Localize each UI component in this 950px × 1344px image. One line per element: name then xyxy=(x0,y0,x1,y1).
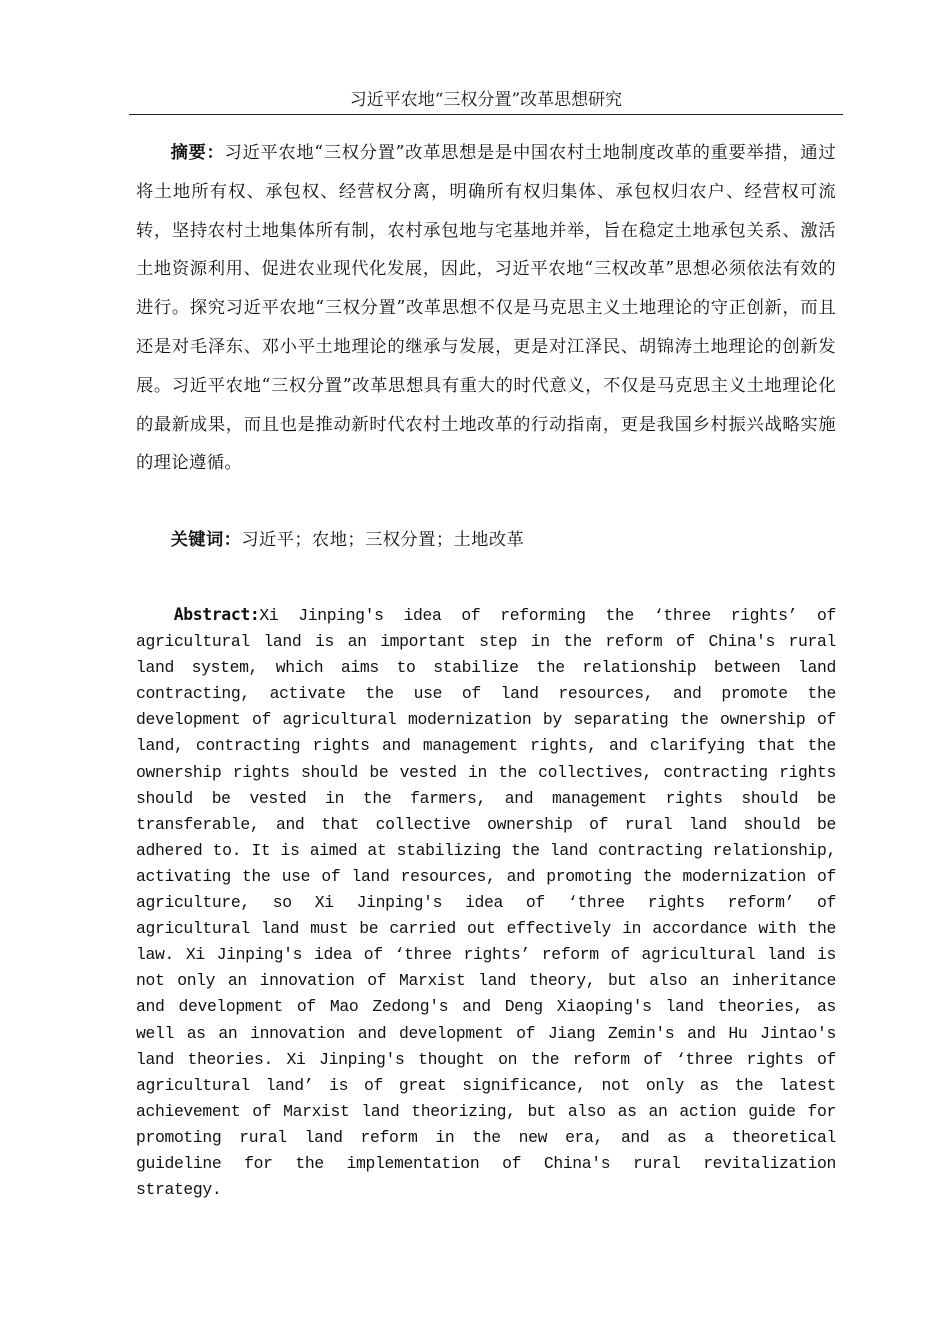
chinese-abstract-label: 摘要： xyxy=(170,143,225,163)
chinese-keywords-text: 习近平；农地；三权分置；土地改革 xyxy=(241,530,525,550)
chinese-keywords xyxy=(136,521,836,559)
header-rule xyxy=(129,114,843,115)
english-abstract-label: Abstract: xyxy=(173,605,260,624)
running-header: 习近平农地“三权分置”改革思想研究 xyxy=(349,90,623,110)
chinese-abstract-paragraph xyxy=(136,134,836,483)
chinese-abstract-text: 习近平农地“三权分置”改革思想是是中国农村土地制度改革的重要举措，通过将土地所有权、承包权、经营权分离，明确所有权归集体、承包权归农户、经营权可流转，坚持农村土地集体所有制，农村承包地与宅基地并举，旨在稳定土地承包关系、激活土地资源利用、促进农业现代化发展，因此，习近平农地“三权改革”思想必须依法有效的进行。探究习近平农地“三权分置”改革思想不仅是马克思主义土地理论的守正创新，而且还是对毛泽东、邓小平土地理论的继承与发展，更是对江泽民、胡锦涛土地理论的创新发展。习近平农地“三权分置”改革思想具有重大的时代意义，不仅是马克思主义土地理论化的最新成果，而且也是推动新时代农村土地改革的行动指南，更是我国乡村振兴战略实施的理论遵循。 xyxy=(136,143,836,474)
english-abstract xyxy=(136,602,836,1203)
english-abstract-text: Xi Jinping's idea of reforming the ‘three rights’ of agricultural land is an important step in the reform of China's rural land system, which aims to stabilize the relationship between land contracting, activate the use of land resources, and promote the development of agricultural modernization by separating the ownership of land, contracting rights and management rights, and clarifying that the ownership rights should be vested in the collectives, contracting rights should be vested in the farmers, and management rights should be transferable, and that collective ownership of rural land should be adhered to. It is aimed at stabilizing the land contracting relationship, activating the use of land resources, and promoting the modernization of agriculture, so Xi Jinping's idea of ‘three rights reform’ of agricultural land must be carried out effectively in accordance with the law. Xi Jinping's idea of ‘three rights’ reform of agricultural land is not only an innovation of Marxist land theory, but also an inheritance and development of Mao Zedong's and Deng Xiaoping's land theories, as well as an innovation and development of Jiang Zemin's and Hu Jintao's land theories. Xi Jinping's thought on the reform of ‘three rights of agricultural land’ is of great significance, not only as the latest achievement of Marxist land theorizing, but also as an action guide for promoting rural land reform in the new era, and as a theoretical guideline for the implementation of China's rural revitalization strategy. xyxy=(136,606,836,1200)
english-abstract-paragraph xyxy=(136,602,836,1203)
chinese-keywords-label: 关键词： xyxy=(170,530,242,550)
chinese-abstract xyxy=(136,134,836,483)
